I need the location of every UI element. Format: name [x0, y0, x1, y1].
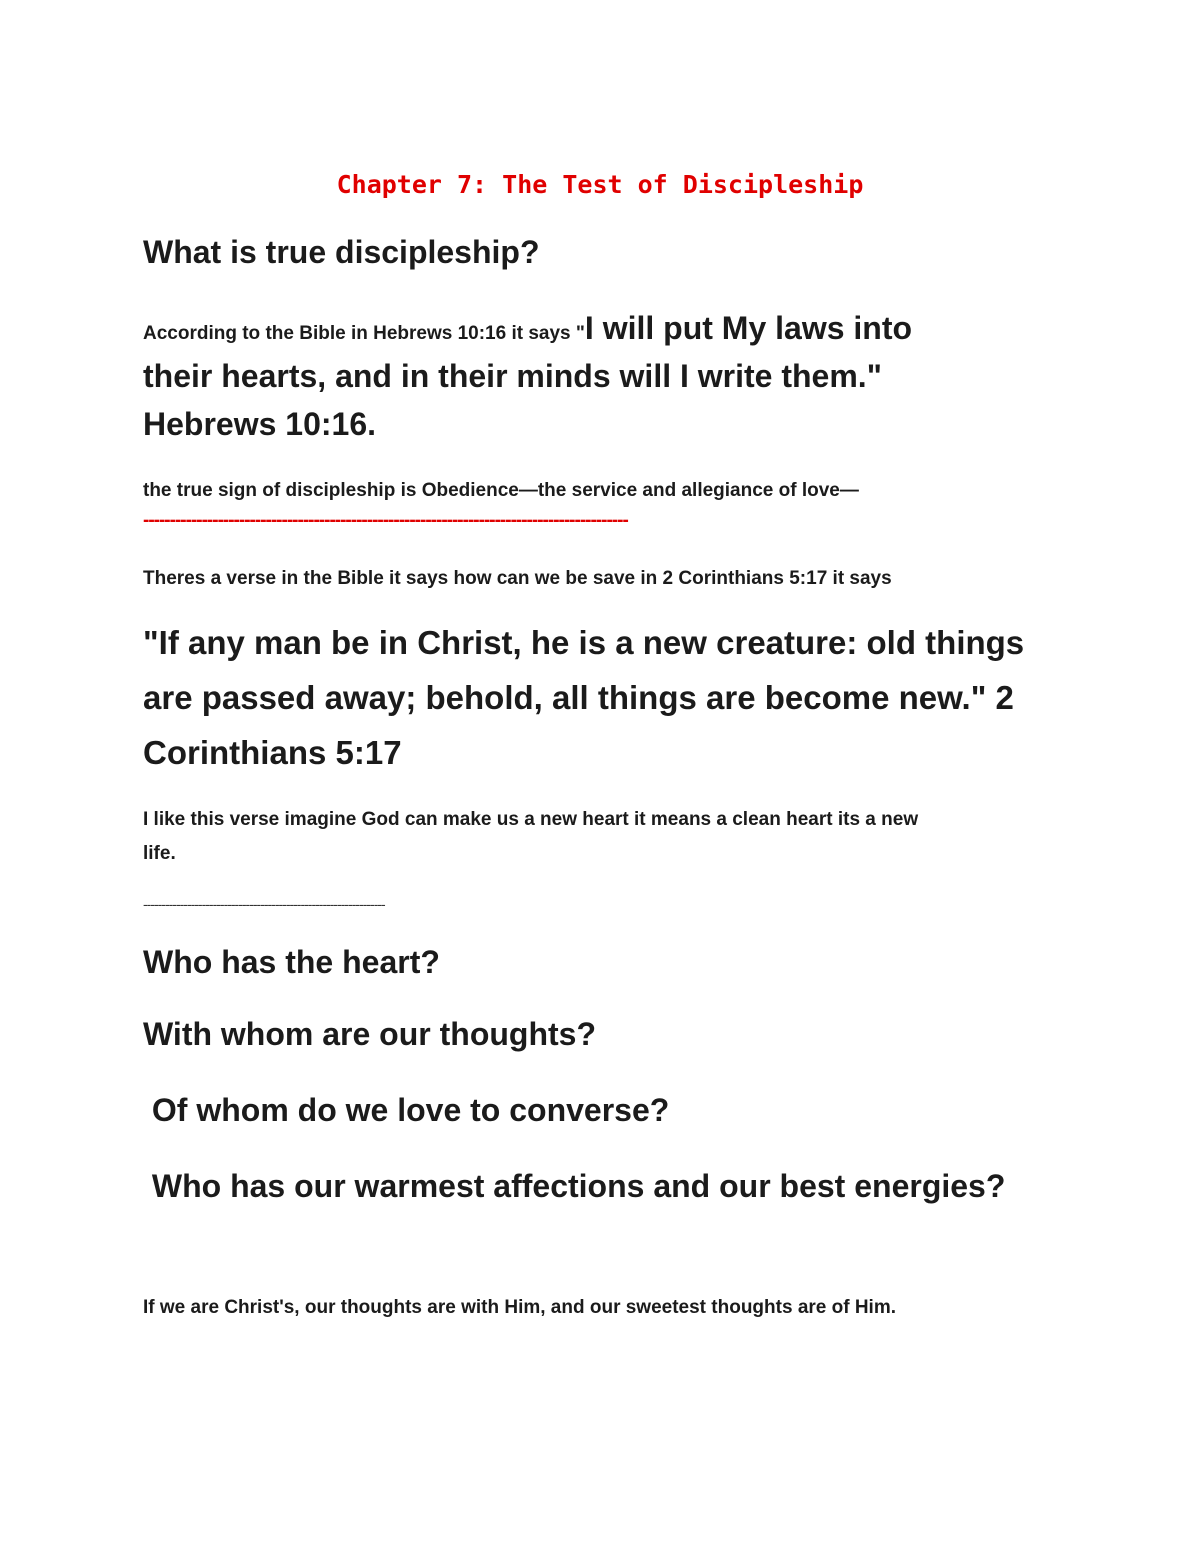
corinthians-quote-line-2: are passed away; behold, all things are become new." 2 — [143, 679, 1014, 716]
question-1: Who has the heart? — [143, 944, 440, 980]
chapter-title: Chapter 7: The Test of Discipleship — [336, 170, 864, 199]
closing-text: If we are Christ's, our thoughts are with Him, and our sweetest thoughts are of Him. — [143, 1297, 897, 1318]
hebrews-intro-line — [143, 310, 912, 347]
red-divider: ------------------------------------------------------------------------------------------- — [143, 510, 628, 531]
question-4: Who has our warmest affections and our best energies? — [143, 1168, 1006, 1204]
hebrews-quote-line-2: their hearts, and in their minds will I write them." — [143, 358, 882, 394]
corinthians-quote-line-1: "If any man be in Christ, he is a new creature: old things — [143, 624, 1025, 661]
corinthians-intro: Theres a verse in the Bible it says how can we be save in 2 Corinthians 5:17 it says — [143, 568, 892, 589]
question-2: With whom are our thoughts? — [143, 1016, 596, 1052]
hebrews-intro: According to the Bible in Hebrews 10:16 it says " — [143, 323, 585, 344]
reflection-line-1: I like this verse imagine God can make us a new heart it means a clean heart its a new — [143, 809, 919, 830]
section-heading: What is true discipleship? — [143, 234, 540, 270]
obedience-text: the true sign of discipleship is Obedience—the service and allegiance of love— — [143, 480, 859, 501]
reflection-line-2: life. — [143, 843, 176, 864]
grey-divider: ------------------------------------------------------------------ — [143, 896, 385, 912]
hebrews-quote-line-1: I will put My laws into — [584, 310, 913, 346]
corinthians-quote-line-3: Corinthians 5:17 — [143, 734, 402, 771]
question-3: Of whom do we love to converse? — [143, 1092, 670, 1128]
hebrews-quote-line-3: Hebrews 10:16. — [143, 406, 377, 442]
